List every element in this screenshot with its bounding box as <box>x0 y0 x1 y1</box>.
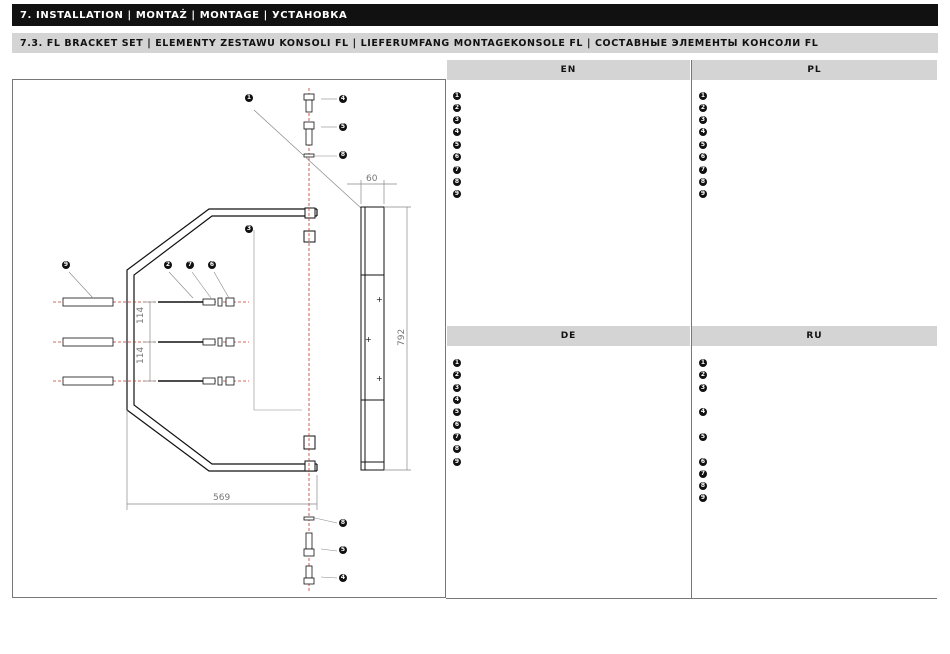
list-item-en-6: 6 <box>454 153 460 160</box>
list-item-ru-4: 4 <box>700 408 706 415</box>
callout-8-bottom: 8 <box>340 519 346 526</box>
callout-5-top: 5 <box>340 123 346 130</box>
diagram-frame <box>12 79 446 598</box>
callout-4-top: 4 <box>340 95 346 102</box>
column-divider <box>691 60 692 598</box>
callout-4-bottom: 4 <box>340 574 346 581</box>
svg-text:+: + <box>365 335 372 344</box>
callout-5-bottom: 5 <box>340 546 346 553</box>
list-item-de-3: 3 <box>454 384 460 391</box>
list-item-en-7: 7 <box>454 166 460 173</box>
column-header-en <box>447 60 690 80</box>
list-item-pl-2: 2 <box>700 104 706 111</box>
list-item-ru-9: 9 <box>700 494 706 501</box>
washers-nuts <box>203 298 234 385</box>
section-title: 7. INSTALLATION | MONTAŻ | MONTAGE | УСТАНОВКА <box>20 9 348 21</box>
list-item-en-3: 3 <box>454 116 460 123</box>
list-item-de-1: 1 <box>454 359 460 366</box>
screws <box>158 302 203 381</box>
list-item-de-7: 7 <box>454 433 460 440</box>
dim-span: 569 <box>213 493 231 503</box>
dim-height: 792 <box>397 328 407 346</box>
svg-text:+: + <box>376 295 383 304</box>
svg-text:+: + <box>376 374 383 383</box>
list-item-de-2: 2 <box>454 371 460 378</box>
callout-3: 3 <box>246 225 252 232</box>
list-item-de-8: 8 <box>454 445 460 452</box>
end-plates <box>304 208 315 471</box>
subsection-title: 7.3. FL BRACKET SET | ELEMENTY ZESTAWU KONSOLI FL | LIEFERUMFANG MONTAGEKONSOLE FL | СОСТАВНЫЕ ЭЛЕМЕНТЫ КОНСОЛИ FL <box>20 37 819 49</box>
dim-spacing-1: 114 <box>136 306 146 324</box>
column-label-de: DE <box>560 331 577 341</box>
callout-1: 1 <box>246 94 252 101</box>
list-item-de-5: 5 <box>454 408 460 415</box>
column-header-pl <box>692 60 937 80</box>
list-item-ru-8: 8 <box>700 482 706 489</box>
list-item-de-6: 6 <box>454 421 460 428</box>
list-item-en-5: 5 <box>454 141 460 148</box>
column-label-ru: RU <box>806 331 823 341</box>
list-item-en-8: 8 <box>454 178 460 185</box>
list-item-pl-6: 6 <box>700 153 706 160</box>
list-item-ru-3: 3 <box>700 384 706 391</box>
list-item-pl-8: 8 <box>700 178 706 185</box>
callout-6: 6 <box>209 261 215 268</box>
list-item-ru-7: 7 <box>700 470 706 477</box>
list-item-pl-3: 3 <box>700 116 706 123</box>
list-item-ru-2: 2 <box>700 371 706 378</box>
list-item-en-1: 1 <box>454 92 460 99</box>
list-item-ru-6: 6 <box>700 458 706 465</box>
list-item-de-9: 9 <box>454 458 460 465</box>
top-hardware <box>304 94 314 157</box>
list-item-pl-5: 5 <box>700 141 706 148</box>
dim-width-top: 60 <box>366 174 378 184</box>
list-item-en-2: 2 <box>454 104 460 111</box>
list-item-pl-7: 7 <box>700 166 706 173</box>
list-item-en-4: 4 <box>454 128 460 135</box>
column-header-de <box>447 326 690 346</box>
callout-9: 9 <box>63 261 69 268</box>
wall-plugs <box>63 298 113 385</box>
list-item-de-4: 4 <box>454 396 460 403</box>
column-label-pl: PL <box>807 65 822 75</box>
list-item-en-9: 9 <box>454 190 460 197</box>
subsection-header <box>12 33 938 53</box>
bracket-diagram <box>13 80 447 599</box>
callout-8-top: 8 <box>340 151 346 158</box>
list-item-pl-9: 9 <box>700 190 706 197</box>
bottom-hardware <box>304 517 314 584</box>
section-header <box>12 4 938 26</box>
callout-2: 2 <box>165 261 171 268</box>
list-item-ru-5: 5 <box>700 433 706 440</box>
list-item-pl-4: 4 <box>700 128 706 135</box>
column-label-en: EN <box>560 65 577 75</box>
callout-7: 7 <box>187 261 193 268</box>
dim-spacing-2: 114 <box>136 346 146 364</box>
table-bottom-line <box>446 598 937 599</box>
list-item-pl-1: 1 <box>700 92 706 99</box>
column-header-ru <box>692 326 937 346</box>
list-item-ru-1: 1 <box>700 359 706 366</box>
